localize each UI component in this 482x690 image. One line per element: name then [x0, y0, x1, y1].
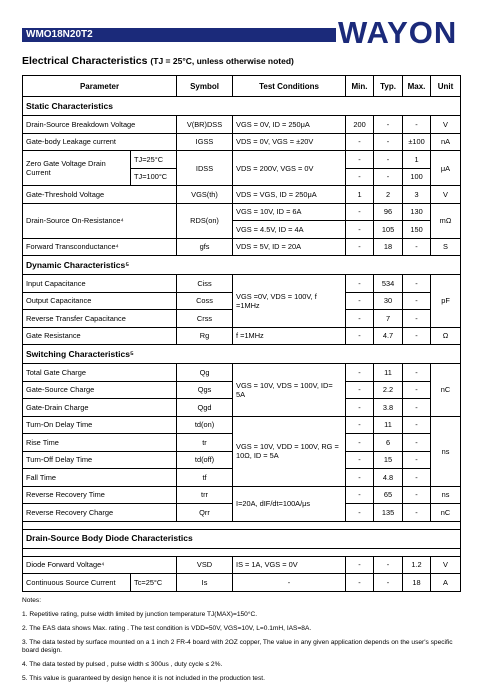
- table-cell: 18: [374, 238, 403, 256]
- table-cell: VGS(th): [177, 186, 233, 204]
- table-cell: Input Capacitance: [23, 275, 177, 293]
- table-cell: -: [403, 434, 431, 452]
- note-4: 4. The data tested by pulsed , pulse width ≤ 300us , duty cycle ≤ 2%.: [22, 661, 223, 668]
- table-cell: pF: [431, 275, 461, 328]
- table-cell: 7: [374, 310, 403, 328]
- col-max: Max.: [403, 76, 431, 97]
- table-cell: Output Capacitance: [23, 292, 177, 310]
- table-cell: Continuous Source Current: [23, 574, 131, 592]
- table-cell: nA: [431, 133, 461, 151]
- note-2: 2. The EAS data shows Max. rating . The test condition is VDD=50V, VGS=10V, L=0.1mH, IAS=8A.: [22, 625, 312, 632]
- table-cell: -: [346, 327, 374, 345]
- table-cell: 3: [403, 186, 431, 204]
- table-cell: tf: [177, 469, 233, 487]
- table-cell: -: [403, 116, 431, 134]
- table-cell: -: [346, 469, 374, 487]
- table-cell: f =1MHz: [233, 327, 346, 345]
- table-cell: Gate-Drain Charge: [23, 399, 177, 417]
- table-cell: Switching Characteristics⁵: [23, 345, 461, 364]
- table-cell: Qgs: [177, 381, 233, 399]
- table-cell: 150: [403, 221, 431, 239]
- table-cell: Turn-On Delay Time: [23, 416, 177, 434]
- table-cell: Drain-Source Body Diode Characteristics: [23, 529, 461, 548]
- col-symbol: Symbol: [177, 76, 233, 97]
- table-cell: 130: [403, 203, 431, 221]
- table-cell: 200: [346, 116, 374, 134]
- wayon-logo: [336, 14, 460, 48]
- table-cell: -: [346, 556, 374, 574]
- table-cell: VGS = 0V, ID = 250μA: [233, 116, 346, 134]
- table-cell: -: [403, 504, 431, 522]
- part-number: WMO18N20T2: [26, 29, 93, 40]
- table-cell: ns: [431, 416, 461, 486]
- table-cell: 1.2: [403, 556, 431, 574]
- table-cell: 18: [403, 574, 431, 592]
- table-cell: Gate-body Leakage current: [23, 133, 177, 151]
- table-cell: -: [403, 416, 431, 434]
- table-cell: Drain-Source Breakdown Voltage: [23, 116, 177, 134]
- table-cell: 1: [346, 186, 374, 204]
- table-cell: I=20A, dIF/dt=100A/μs: [233, 486, 346, 521]
- table-cell: Qrr: [177, 504, 233, 522]
- table-cell: -: [346, 275, 374, 293]
- table-cell: Is: [177, 574, 233, 592]
- table-cell: gfs: [177, 238, 233, 256]
- table-cell: Rg: [177, 327, 233, 345]
- table-cell: Static Characteristics: [23, 97, 461, 116]
- table-cell: IDSS: [177, 151, 233, 186]
- table-cell: VGS = 10V, ID = 6A: [233, 203, 346, 221]
- table-cell: Gate-Threshold Voltage: [23, 186, 177, 204]
- table-cell: μA: [431, 151, 461, 186]
- table-cell: -: [346, 574, 374, 592]
- table-cell: 135: [374, 504, 403, 522]
- table-cell: -: [403, 310, 431, 328]
- table-cell: nC: [431, 504, 461, 522]
- col-test-conditions: Test Conditions: [233, 76, 346, 97]
- table-cell: 105: [374, 221, 403, 239]
- notes: [22, 597, 462, 689]
- col-typ: Typ.: [374, 76, 403, 97]
- table-cell: -: [374, 151, 403, 169]
- table-row: [23, 416, 461, 434]
- col-min: Min.: [346, 76, 374, 97]
- table-cell: 100: [403, 168, 431, 186]
- note-3: 3. The data tested by surface mounted on a 1 inch 2 FR-4 board with 2OZ copper, The value in any given application depends on the user's specific board design.: [22, 639, 453, 654]
- table-cell: Reverse Transfer Capacitance: [23, 310, 177, 328]
- table-cell: VDS = 200V, VGS = 0V: [233, 151, 346, 186]
- table-cell: -: [403, 381, 431, 399]
- table-cell: -: [346, 504, 374, 522]
- spacer-row: [23, 548, 461, 556]
- table-cell: -: [374, 116, 403, 134]
- col-parameter: Parameter: [23, 76, 177, 97]
- table-row: [23, 151, 461, 169]
- table-cell: -: [403, 399, 431, 417]
- table-cell: -: [403, 364, 431, 382]
- table-cell: td(off): [177, 451, 233, 469]
- table-cell: Gate Resistance: [23, 327, 177, 345]
- table-cell: -: [403, 238, 431, 256]
- table-cell: [23, 548, 461, 556]
- electrical-characteristics-table: [22, 75, 461, 592]
- table-cell: -: [403, 469, 431, 487]
- table-cell: Qg: [177, 364, 233, 382]
- table-cell: -: [403, 275, 431, 293]
- table-cell: -: [346, 364, 374, 382]
- section-title: [22, 55, 294, 67]
- table-cell: -: [374, 574, 403, 592]
- table-cell: TJ=100°C: [131, 168, 177, 186]
- table-cell: -: [346, 416, 374, 434]
- table-cell: -: [346, 399, 374, 417]
- table-cell: 15: [374, 451, 403, 469]
- table-cell: 2: [374, 186, 403, 204]
- table-cell: td(on): [177, 416, 233, 434]
- table-cell: VGS =0V, VDS = 100V, f =1MHz: [233, 275, 346, 328]
- table-cell: Qgd: [177, 399, 233, 417]
- table-cell: A: [431, 574, 461, 592]
- table-cell: 6: [374, 434, 403, 452]
- table-row: [23, 238, 461, 256]
- table-cell: Diode Forward Voltage⁴: [23, 556, 177, 574]
- table-cell: 30: [374, 292, 403, 310]
- table-cell: Total Gate Charge: [23, 364, 177, 382]
- table-cell: -: [233, 574, 346, 592]
- title-condition: (TJ = 25°C, unless otherwise noted): [150, 56, 294, 66]
- table-cell: -: [403, 327, 431, 345]
- section-row: [23, 529, 461, 548]
- table-row: [23, 133, 461, 151]
- table-cell: ±100: [403, 133, 431, 151]
- title-main: Electrical Characteristics: [22, 55, 148, 67]
- table-cell: IGSS: [177, 133, 233, 151]
- section-row: [23, 256, 461, 275]
- table-cell: Turn-Off Delay Time: [23, 451, 177, 469]
- table-row: [23, 486, 461, 504]
- table-cell: V: [431, 116, 461, 134]
- table-row: [23, 364, 461, 382]
- section-row: [23, 97, 461, 116]
- table-cell: 1: [403, 151, 431, 169]
- table-cell: VSD: [177, 556, 233, 574]
- table-cell: 2.2: [374, 381, 403, 399]
- table-cell: VDS = 5V, ID = 20A: [233, 238, 346, 256]
- table-cell: VDS = 0V, VGS = ±20V: [233, 133, 346, 151]
- col-unit: Unit: [431, 76, 461, 97]
- table-cell: Gate-Source Charge: [23, 381, 177, 399]
- table-cell: ns: [431, 486, 461, 504]
- table-row: [23, 186, 461, 204]
- table-cell: Crss: [177, 310, 233, 328]
- table-cell: VGS = 10V, VDD = 100V, RG = 10Ω, ID = 5A: [233, 416, 346, 486]
- table-cell: mΩ: [431, 203, 461, 238]
- table-cell: 96: [374, 203, 403, 221]
- table-cell: trr: [177, 486, 233, 504]
- table-cell: VGS = 4.5V, ID = 4A: [233, 221, 346, 239]
- table-cell: Zero Gate Voltage Drain Current: [23, 151, 131, 186]
- logo-wordmark: WAYON: [338, 15, 458, 48]
- table-cell: -: [346, 221, 374, 239]
- table-cell: 65: [374, 486, 403, 504]
- table-cell: -: [403, 451, 431, 469]
- table-row: [23, 116, 461, 134]
- table-cell: -: [346, 381, 374, 399]
- table-cell: 4.8: [374, 469, 403, 487]
- table-cell: 534: [374, 275, 403, 293]
- table-cell: Dynamic Characteristics⁵: [23, 256, 461, 275]
- table-cell: -: [346, 151, 374, 169]
- table-cell: -: [346, 486, 374, 504]
- table-cell: [23, 521, 461, 529]
- table-cell: -: [374, 133, 403, 151]
- table-cell: TJ=25°C: [131, 151, 177, 169]
- table-cell: Tc=25°C: [131, 574, 177, 592]
- table-cell: -: [346, 238, 374, 256]
- note-5: 5. This value is guaranteed by design hence it is not included in the production test.: [22, 675, 265, 682]
- table-row: [23, 574, 461, 592]
- table-cell: VGS = 10V, VDS = 100V, ID= 5A: [233, 364, 346, 417]
- table-cell: RDS(on): [177, 203, 233, 238]
- table-cell: -: [374, 556, 403, 574]
- table-cell: V: [431, 186, 461, 204]
- notes-label: Notes:: [22, 597, 42, 604]
- table-row: [23, 203, 461, 221]
- table-cell: Ciss: [177, 275, 233, 293]
- section-row: [23, 345, 461, 364]
- table-cell: Fall Time: [23, 469, 177, 487]
- table-cell: V(BR)DSS: [177, 116, 233, 134]
- table-cell: nC: [431, 364, 461, 417]
- table-cell: Drain-Source On-Resistance⁴: [23, 203, 177, 238]
- table-cell: -: [403, 292, 431, 310]
- table-cell: VDS = VGS, ID = 250μA: [233, 186, 346, 204]
- table-cell: 3.8: [374, 399, 403, 417]
- table-cell: Ω: [431, 327, 461, 345]
- table-cell: Forward Transconductance⁴: [23, 238, 177, 256]
- table-cell: -: [346, 133, 374, 151]
- table-cell: S: [431, 238, 461, 256]
- table-cell: Rise Time: [23, 434, 177, 452]
- table-cell: 11: [374, 364, 403, 382]
- table-cell: -: [403, 486, 431, 504]
- table-cell: -: [346, 292, 374, 310]
- table-row: [23, 556, 461, 574]
- table-row: [23, 275, 461, 293]
- table-cell: -: [346, 310, 374, 328]
- table-row: [23, 327, 461, 345]
- table-cell: -: [374, 168, 403, 186]
- table-cell: IS = 1A, VGS = 0V: [233, 556, 346, 574]
- table-header-row: [23, 76, 461, 97]
- table-cell: Coss: [177, 292, 233, 310]
- table-cell: Reverse Recovery Time: [23, 486, 177, 504]
- table-cell: tr: [177, 434, 233, 452]
- note-1: 1. Repetitive rating, pulse width limited by junction temperature TJ(MAX)=150°C.: [22, 611, 258, 618]
- spacer-row: [23, 521, 461, 529]
- table-cell: -: [346, 203, 374, 221]
- table-cell: Reverse Recovery Charge: [23, 504, 177, 522]
- table-cell: -: [346, 434, 374, 452]
- table-cell: -: [346, 168, 374, 186]
- table-cell: 11: [374, 416, 403, 434]
- table-cell: V: [431, 556, 461, 574]
- table-cell: 4.7: [374, 327, 403, 345]
- table-cell: -: [346, 451, 374, 469]
